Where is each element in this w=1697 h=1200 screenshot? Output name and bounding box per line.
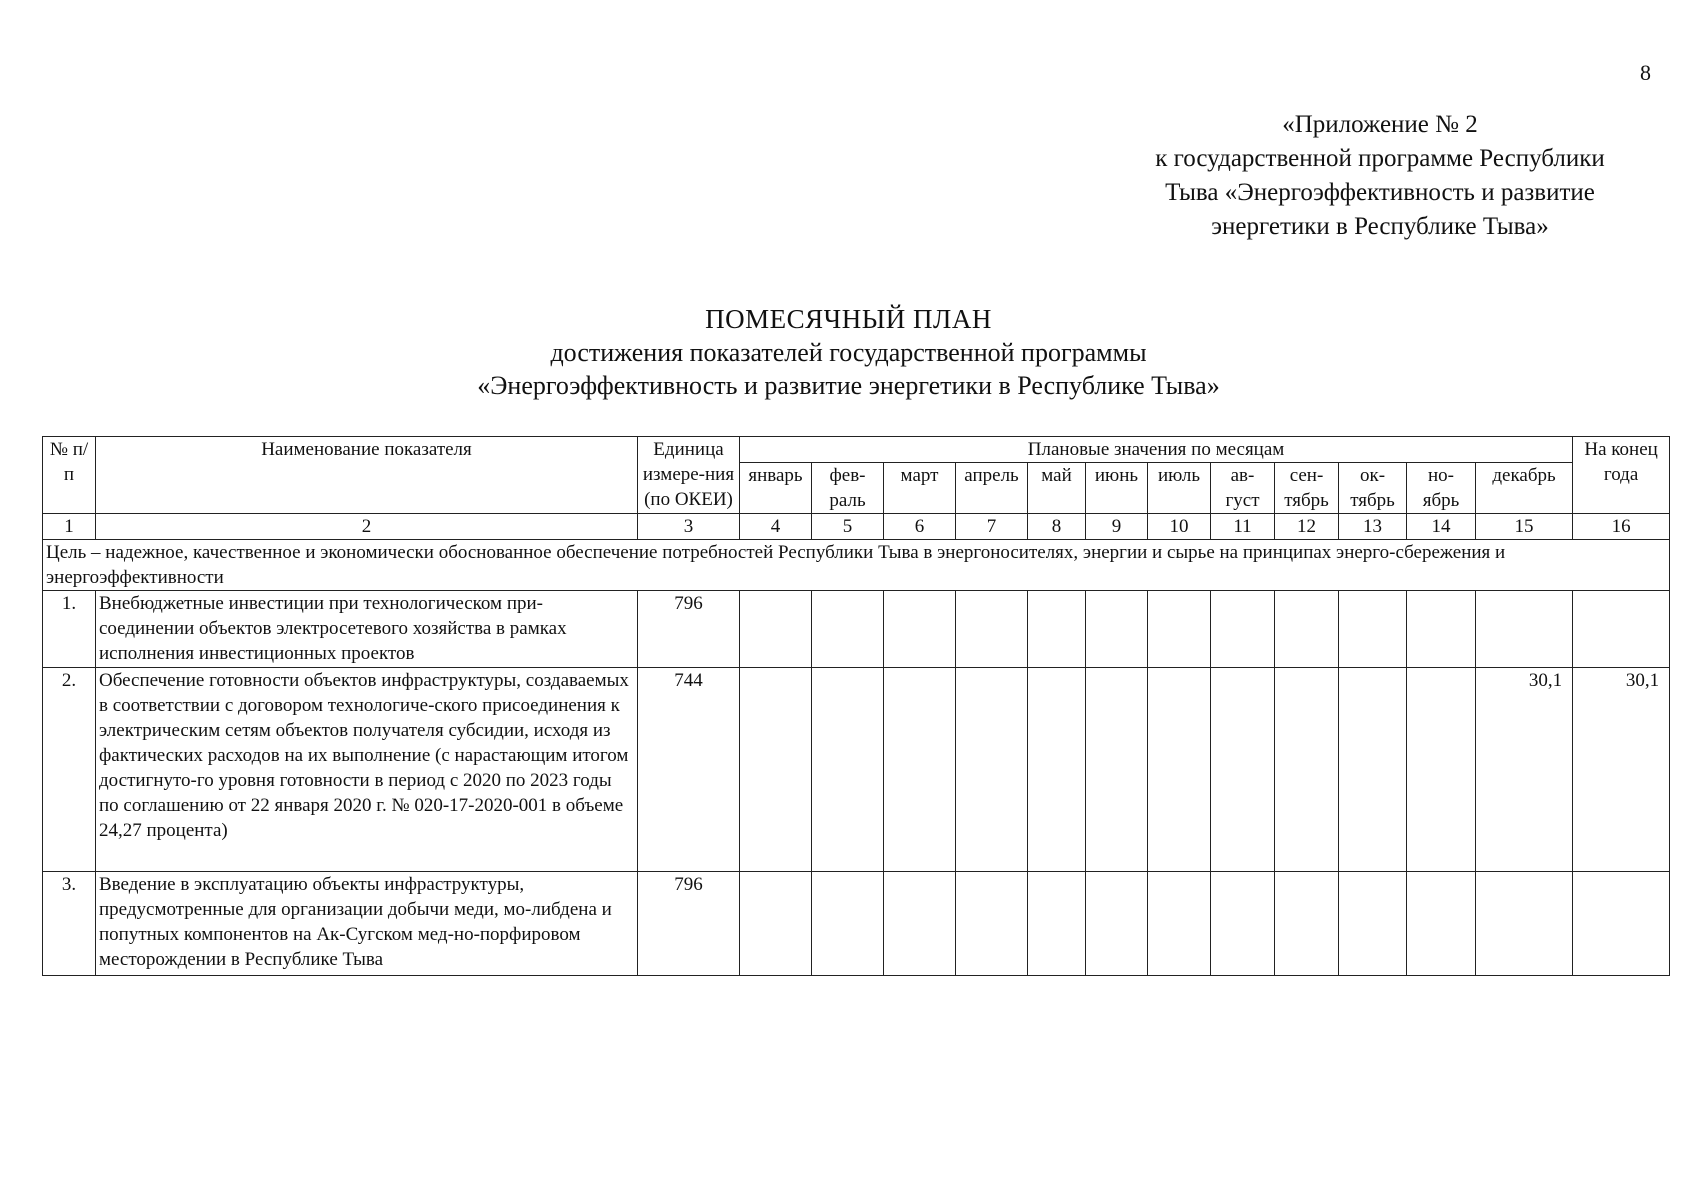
column-number: 12 bbox=[1275, 514, 1339, 540]
month-cell bbox=[740, 591, 812, 668]
header-month: ав-густ bbox=[1211, 463, 1275, 514]
goal-row bbox=[43, 540, 1670, 591]
appendix-line: Тыва «Энергоэффективность и развитие bbox=[1165, 179, 1595, 206]
page-number: 8 bbox=[1640, 60, 1651, 85]
title-line-2: достижения показателей государственной программы bbox=[550, 338, 1147, 367]
month-cell bbox=[1148, 591, 1211, 668]
header-month: но-ябрь bbox=[1407, 463, 1476, 514]
column-number: 1 bbox=[43, 514, 96, 540]
month-cell bbox=[812, 668, 884, 872]
month-cell bbox=[1086, 591, 1148, 668]
appendix-line: к государственной программе Республики bbox=[1155, 145, 1605, 172]
header-name: Наименование показателя bbox=[96, 437, 638, 514]
header-month: январь bbox=[740, 463, 812, 514]
column-number: 14 bbox=[1407, 514, 1476, 540]
row-unit: 796 bbox=[638, 591, 740, 668]
row-year-end bbox=[1573, 591, 1670, 668]
month-cell bbox=[884, 872, 956, 976]
month-cell bbox=[1275, 668, 1339, 872]
column-number: 2 bbox=[96, 514, 638, 540]
header-unit: Единица измере-ния (по ОКЕИ) bbox=[638, 437, 740, 514]
column-number: 8 bbox=[1028, 514, 1086, 540]
column-number: 5 bbox=[812, 514, 884, 540]
month-cell bbox=[956, 872, 1028, 976]
month-cell bbox=[1028, 872, 1086, 976]
month-cell bbox=[1339, 668, 1407, 872]
month-cell bbox=[1275, 591, 1339, 668]
row-num: 3. bbox=[43, 872, 96, 976]
month-cell bbox=[812, 872, 884, 976]
header-month: март bbox=[884, 463, 956, 514]
row-num: 2. bbox=[43, 668, 96, 872]
goal-text: Цель – надежное, качественное и экономически обоснованное обеспечение потребностей Республики Тыва в энергоносителях, энергии и сырье на принципах энерго-сбережения и энергоэффективности bbox=[43, 540, 1670, 591]
row-num: 1. bbox=[43, 591, 96, 668]
column-number: 7 bbox=[956, 514, 1028, 540]
month-cell bbox=[1086, 872, 1148, 976]
row-december: 30,1 bbox=[1476, 668, 1573, 872]
row-december bbox=[1476, 872, 1573, 976]
column-number: 10 bbox=[1148, 514, 1211, 540]
table-row bbox=[43, 872, 1670, 976]
row-year-end: 30,1 bbox=[1573, 668, 1670, 872]
month-cell bbox=[1086, 668, 1148, 872]
header-num: № п/п bbox=[43, 437, 96, 514]
header-month: июль bbox=[1148, 463, 1211, 514]
month-cell bbox=[1148, 872, 1211, 976]
header-month: июнь bbox=[1086, 463, 1148, 514]
header-month: сен-тябрь bbox=[1275, 463, 1339, 514]
row-indicator-name: Обеспечение готовности объектов инфраструктуры, создаваемых в соответствии с договором технологиче-ского присоединения к электрическим сетям объектов получателя субсидии, исходя из фактических расходов на их выполнение (с нарастающим итогом достигнуто-го уровня готовности в период с 2020 по 2023 годы по соглашению от 22 января 2020 г. № 020-17-2020-001 в объеме 24,27 процента) bbox=[96, 668, 638, 872]
header-row bbox=[43, 437, 1670, 463]
row-indicator-name: Внебюджетные инвестиции при технологическом при-соединении объектов электросетевого хозяйства в рамках исполнения инвестиционных проектов bbox=[96, 591, 638, 668]
month-cell bbox=[740, 872, 812, 976]
row-december bbox=[1476, 591, 1573, 668]
column-number: 3 bbox=[638, 514, 740, 540]
month-cell bbox=[812, 591, 884, 668]
month-cell bbox=[956, 668, 1028, 872]
title-line-3: «Энергоэффективность и развитие энергетики в Республике Тыва» bbox=[477, 371, 1220, 400]
column-number: 6 bbox=[884, 514, 956, 540]
month-cell bbox=[1407, 591, 1476, 668]
month-cell bbox=[1028, 591, 1086, 668]
month-cell bbox=[884, 668, 956, 872]
header-planned: Плановые значения по месяцам bbox=[740, 437, 1573, 463]
month-cell bbox=[740, 668, 812, 872]
appendix-line: энергетики в Республике Тыва» bbox=[1211, 213, 1549, 240]
header-month: май bbox=[1028, 463, 1086, 514]
row-unit: 744 bbox=[638, 668, 740, 872]
document-title bbox=[0, 303, 1697, 402]
column-number: 9 bbox=[1086, 514, 1148, 540]
month-cell bbox=[1148, 668, 1211, 872]
appendix-line: «Приложение № 2 bbox=[1282, 111, 1478, 138]
header-month: апрель bbox=[956, 463, 1028, 514]
month-cell bbox=[1028, 668, 1086, 872]
monthly-plan-table bbox=[42, 436, 1670, 976]
column-numbers-row bbox=[43, 514, 1670, 540]
column-number: 11 bbox=[1211, 514, 1275, 540]
table-row bbox=[43, 591, 1670, 668]
title-line-1: ПОМЕСЯЧНЫЙ ПЛАН bbox=[705, 304, 992, 334]
row-year-end bbox=[1573, 872, 1670, 976]
header-month: ок-тябрь bbox=[1339, 463, 1407, 514]
month-cell bbox=[956, 591, 1028, 668]
month-cell bbox=[1407, 668, 1476, 872]
column-number: 16 bbox=[1573, 514, 1670, 540]
header-month: фев-раль bbox=[812, 463, 884, 514]
table-row bbox=[43, 668, 1670, 872]
month-cell bbox=[1339, 591, 1407, 668]
header-year-end: На конец года bbox=[1573, 437, 1670, 514]
month-cell bbox=[1211, 591, 1275, 668]
month-cell bbox=[1211, 668, 1275, 872]
row-unit: 796 bbox=[638, 872, 740, 976]
appendix-note bbox=[1100, 108, 1660, 244]
header-month: декабрь bbox=[1476, 463, 1573, 514]
column-number: 13 bbox=[1339, 514, 1407, 540]
row-indicator-name: Введение в эксплуатацию объекты инфраструктуры, предусмотренные для организации добычи меди, мо-либдена и попутных компонентов на Ак-Сугском мед-но-порфировом месторождении в Республике Тыва bbox=[96, 872, 638, 976]
month-cell bbox=[1275, 872, 1339, 976]
month-cell bbox=[1211, 872, 1275, 976]
month-cell bbox=[884, 591, 956, 668]
column-number: 4 bbox=[740, 514, 812, 540]
month-cell bbox=[1407, 872, 1476, 976]
column-number: 15 bbox=[1476, 514, 1573, 540]
month-cell bbox=[1339, 872, 1407, 976]
